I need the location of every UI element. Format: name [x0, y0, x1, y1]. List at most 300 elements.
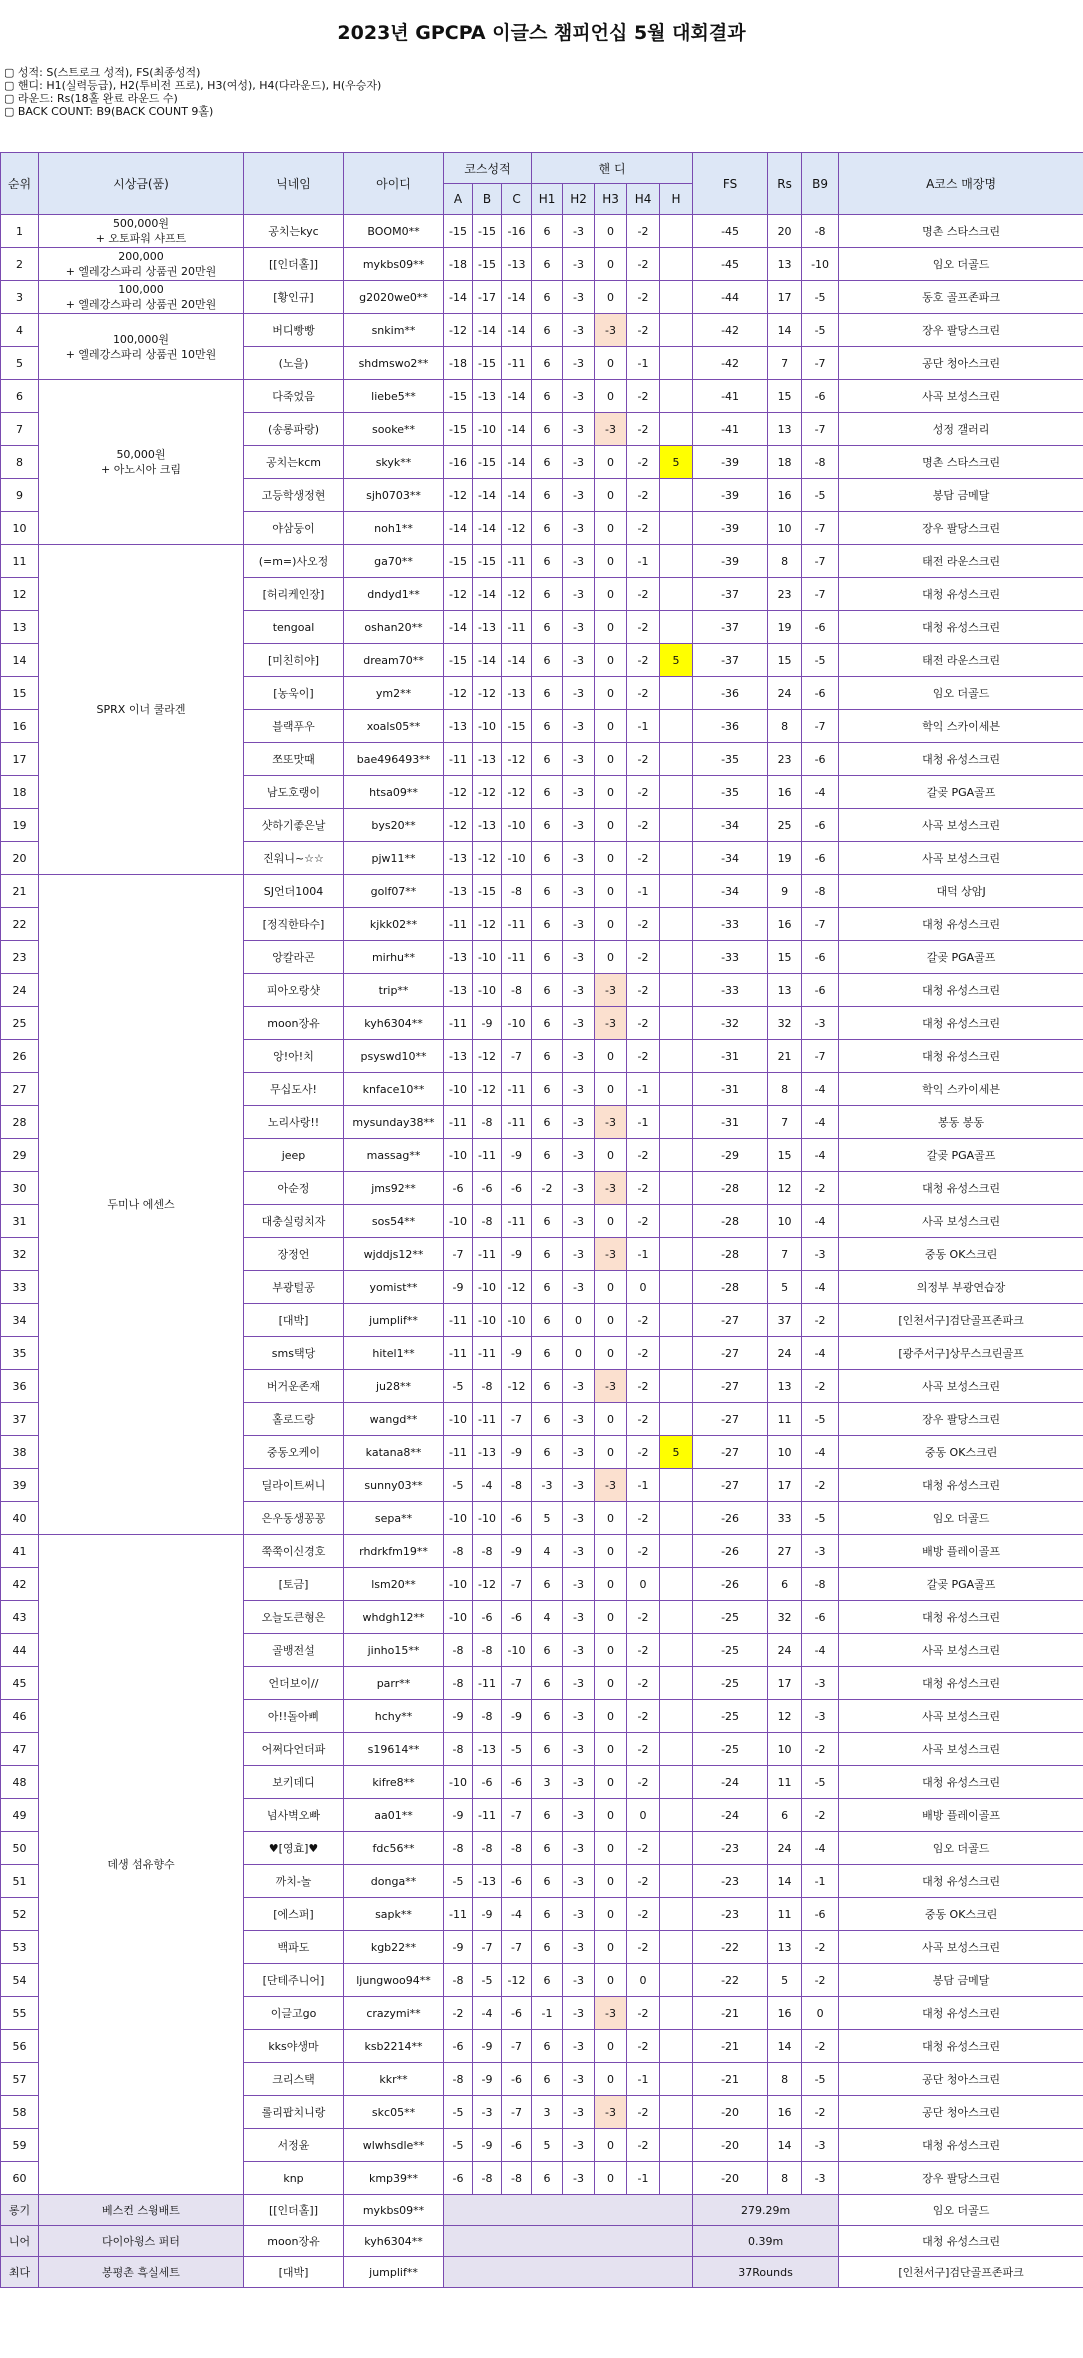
cell-venue: 학익 스카이세븐 [839, 1073, 1083, 1106]
cell-b9: -5 [802, 2063, 839, 2096]
cell-h3: 0 [595, 1337, 627, 1370]
cell-h4: 0 [627, 1271, 660, 1304]
cell-h2: -3 [563, 941, 595, 974]
note-score: ▢ 성적: S(스트로크 성적), FS(최종성적) [4, 66, 201, 79]
cell-rank: 16 [1, 710, 39, 743]
cell-h1: 6 [532, 1634, 563, 1667]
cell-b: -13 [473, 380, 502, 413]
cell-h3: -3 [595, 1469, 627, 1502]
cell-h1: 6 [532, 1898, 563, 1931]
cell-fs: -20 [693, 2129, 768, 2162]
cell-fs: -39 [693, 479, 768, 512]
cell-a: -16 [444, 446, 473, 479]
cell-rank: 49 [1, 1799, 39, 1832]
cell-b: -11 [473, 1403, 502, 1436]
cell-a: -13 [444, 842, 473, 875]
cell-c: -12 [502, 743, 532, 776]
cell-h3: 0 [595, 215, 627, 248]
cell-id: hitel1** [344, 1337, 444, 1370]
cell-id: donga** [344, 1865, 444, 1898]
cell-h2: -3 [563, 1601, 595, 1634]
cell-c: -14 [502, 314, 532, 347]
col-nickname: 닉네임 [244, 153, 344, 215]
cell-h2: -3 [563, 1403, 595, 1436]
cell-nickname: SJ언더1004 [244, 875, 344, 908]
cell-id: ljungwoo94** [344, 1964, 444, 1997]
cell-b: -8 [473, 1370, 502, 1403]
cell-rank: 38 [1, 1436, 39, 1469]
cell-h1: 6 [532, 974, 563, 1007]
cell-venue: 명촌 스타스크린 [839, 215, 1083, 248]
cell-h [660, 2030, 693, 2063]
cell-venue: 임오 더골드 [839, 677, 1083, 710]
cell-h2: -3 [563, 1073, 595, 1106]
cell-venue: [인천서구]검단골프존파크 [839, 1304, 1083, 1337]
cell-id: ym2** [344, 677, 444, 710]
cell-b9: -7 [802, 512, 839, 545]
cell-b: -9 [473, 1898, 502, 1931]
cell-a: -13 [444, 875, 473, 908]
cell-id: hchy** [344, 1700, 444, 1733]
cell-fs: -23 [693, 1865, 768, 1898]
cell-nickname: 부광털공 [244, 1271, 344, 1304]
cell-c: -14 [502, 479, 532, 512]
cell-id: ksb2214** [344, 2030, 444, 2063]
cell-venue: 배방 플레이골프 [839, 1535, 1083, 1568]
prize-cell: 50,000원 + 아노시아 크림 [39, 380, 244, 545]
cell-nickname: [농욱이] [244, 677, 344, 710]
cell-rank: 50 [1, 1832, 39, 1865]
cell-a: -14 [444, 611, 473, 644]
cell-nickname: 샷하기좋은날 [244, 809, 344, 842]
cell-id: bae496493** [344, 743, 444, 776]
cell-h2: -3 [563, 1931, 595, 1964]
award-label: 최다 [1, 2257, 39, 2288]
cell-nickname: 언더보이// [244, 1667, 344, 1700]
cell-rs: 14 [768, 2129, 802, 2162]
cell-fs: -31 [693, 1106, 768, 1139]
cell-c: -6 [502, 1502, 532, 1535]
cell-venue: 중동 OK스크린 [839, 1436, 1083, 1469]
cell-b: -17 [473, 281, 502, 314]
cell-h [660, 875, 693, 908]
cell-rs: 13 [768, 248, 802, 281]
cell-h3: 0 [595, 479, 627, 512]
cell-b: -7 [473, 1931, 502, 1964]
cell-h2: -3 [563, 1865, 595, 1898]
cell-h3: 0 [595, 1964, 627, 1997]
cell-rs: 24 [768, 677, 802, 710]
cell-h3: -3 [595, 974, 627, 1007]
special-awards [1, 2195, 1083, 2288]
cell-b9: 0 [802, 1997, 839, 2030]
award-row [1, 2257, 1083, 2288]
cell-fs: -27 [693, 1469, 768, 1502]
cell-h [660, 842, 693, 875]
cell-rs: 5 [768, 1271, 802, 1304]
cell-b9: -5 [802, 644, 839, 677]
cell-h [660, 1733, 693, 1766]
cell-nickname: kks야생마 [244, 2030, 344, 2063]
cell-a: -5 [444, 2096, 473, 2129]
col-h: H [660, 184, 693, 215]
cell-venue: 공단 청아스크린 [839, 2063, 1083, 2096]
cell-fs: -44 [693, 281, 768, 314]
cell-nickname: moon장유 [244, 1007, 344, 1040]
cell-fs: -36 [693, 710, 768, 743]
cell-fs: -37 [693, 578, 768, 611]
cell-b9: -6 [802, 677, 839, 710]
cell-h2: -3 [563, 314, 595, 347]
cell-h [660, 974, 693, 1007]
cell-c: -9 [502, 1337, 532, 1370]
award-blank [444, 2257, 693, 2288]
award-venue: [인천서구]검단골프존파크 [839, 2257, 1083, 2288]
cell-nickname: 야삼둥이 [244, 512, 344, 545]
cell-b9: -7 [802, 413, 839, 446]
cell-h4: -2 [627, 2129, 660, 2162]
cell-a: -13 [444, 710, 473, 743]
cell-h3: 0 [595, 1403, 627, 1436]
cell-rank: 18 [1, 776, 39, 809]
cell-h4: -2 [627, 1172, 660, 1205]
cell-id: bys20** [344, 809, 444, 842]
cell-h4: -2 [627, 1601, 660, 1634]
cell-b: -10 [473, 710, 502, 743]
cell-h2: -3 [563, 281, 595, 314]
cell-fs: -33 [693, 908, 768, 941]
cell-fs: -25 [693, 1733, 768, 1766]
cell-fs: -29 [693, 1139, 768, 1172]
cell-rank: 53 [1, 1931, 39, 1964]
cell-c: -9 [502, 1139, 532, 1172]
cell-rs: 8 [768, 2063, 802, 2096]
cell-b9: -4 [802, 1832, 839, 1865]
cell-h2: -3 [563, 479, 595, 512]
cell-rs: 25 [768, 809, 802, 842]
cell-rank: 32 [1, 1238, 39, 1271]
cell-h1: 6 [532, 2030, 563, 2063]
cell-a: -12 [444, 578, 473, 611]
page-title: 2023년 GPCPA 이글스 챔피언십 5월 대회결과 [337, 22, 746, 44]
cell-h4: -2 [627, 1832, 660, 1865]
cell-rs: 27 [768, 1535, 802, 1568]
cell-rank: 27 [1, 1073, 39, 1106]
cell-rs: 15 [768, 644, 802, 677]
results-body [1, 215, 1083, 2195]
cell-b9: -6 [802, 1601, 839, 1634]
cell-rs: 16 [768, 776, 802, 809]
cell-venue: 대청 유성스크린 [839, 1469, 1083, 1502]
col-a: A [444, 184, 473, 215]
cell-c: -7 [502, 1568, 532, 1601]
cell-rank: 45 [1, 1667, 39, 1700]
cell-rank: 13 [1, 611, 39, 644]
cell-venue: 갈곶 PGA골프 [839, 1568, 1083, 1601]
cell-h [660, 380, 693, 413]
cell-h [660, 1238, 693, 1271]
cell-h2: 0 [563, 1304, 595, 1337]
cell-h [660, 215, 693, 248]
cell-h1: -3 [532, 1469, 563, 1502]
cell-venue: 명촌 스타스크린 [839, 446, 1083, 479]
cell-nickname: tengoal [244, 611, 344, 644]
cell-c: -6 [502, 1865, 532, 1898]
cell-rs: 10 [768, 1733, 802, 1766]
cell-h3: 0 [595, 809, 627, 842]
cell-h2: -3 [563, 644, 595, 677]
cell-b: -6 [473, 1172, 502, 1205]
cell-id: golf07** [344, 875, 444, 908]
cell-a: -11 [444, 1007, 473, 1040]
cell-venue: 중동 OK스크린 [839, 1238, 1083, 1271]
cell-h1: 6 [532, 941, 563, 974]
cell-b9: -4 [802, 1073, 839, 1106]
cell-b9: -2 [802, 2096, 839, 2129]
cell-nickname: 넘사벽오빠 [244, 1799, 344, 1832]
cell-a: -11 [444, 908, 473, 941]
cell-h: 5 [660, 644, 693, 677]
cell-b9: -3 [802, 1667, 839, 1700]
cell-h2: -3 [563, 1436, 595, 1469]
cell-h3: 0 [595, 380, 627, 413]
cell-rank: 36 [1, 1370, 39, 1403]
cell-c: -8 [502, 974, 532, 1007]
cell-h1: 6 [532, 1403, 563, 1436]
cell-c: -9 [502, 1238, 532, 1271]
cell-fs: -28 [693, 1238, 768, 1271]
cell-venue: 봉동 봉동 [839, 1106, 1083, 1139]
cell-h [660, 1502, 693, 1535]
cell-id: trip** [344, 974, 444, 1007]
cell-h3: 0 [595, 1700, 627, 1733]
cell-h4: -2 [627, 1139, 660, 1172]
cell-h1: 6 [532, 1007, 563, 1040]
cell-c: -11 [502, 545, 532, 578]
cell-venue: 배방 플레이골프 [839, 1799, 1083, 1832]
cell-rs: 15 [768, 1139, 802, 1172]
cell-id: ga70** [344, 545, 444, 578]
cell-nickname: [토금] [244, 1568, 344, 1601]
cell-rank: 25 [1, 1007, 39, 1040]
cell-h1: 6 [532, 1964, 563, 1997]
award-row [1, 2195, 1083, 2226]
cell-rank: 26 [1, 1040, 39, 1073]
cell-rank: 41 [1, 1535, 39, 1568]
cell-b9: -6 [802, 842, 839, 875]
cell-venue: 대청 유성스크린 [839, 1040, 1083, 1073]
cell-h2: -3 [563, 1964, 595, 1997]
award-blank [444, 2195, 693, 2226]
cell-id: BOOM0** [344, 215, 444, 248]
cell-h [660, 2096, 693, 2129]
cell-h4: -2 [627, 1370, 660, 1403]
cell-h4: -2 [627, 1898, 660, 1931]
cell-venue: 대청 유성스크린 [839, 611, 1083, 644]
cell-fs: -37 [693, 644, 768, 677]
cell-rank: 4 [1, 314, 39, 347]
cell-h3: -3 [595, 314, 627, 347]
cell-nickname: 딜라이트써니 [244, 1469, 344, 1502]
cell-h2: -3 [563, 1634, 595, 1667]
cell-rs: 24 [768, 1832, 802, 1865]
cell-b9: -2 [802, 1799, 839, 1832]
award-prize: 베스컨 스윙배트 [39, 2195, 244, 2226]
cell-h [660, 1667, 693, 1700]
cell-c: -10 [502, 1304, 532, 1337]
cell-b9: -5 [802, 1403, 839, 1436]
cell-id: wjddjs12** [344, 1238, 444, 1271]
cell-b: -9 [473, 1007, 502, 1040]
cell-h1: 6 [532, 1733, 563, 1766]
cell-h4: -1 [627, 1106, 660, 1139]
award-blank [444, 2226, 693, 2257]
cell-rs: 19 [768, 611, 802, 644]
cell-rs: 12 [768, 1172, 802, 1205]
cell-h3: 0 [595, 1601, 627, 1634]
col-venue: A코스 매장명 [839, 153, 1083, 215]
cell-h3: -3 [595, 1238, 627, 1271]
cell-b: -14 [473, 644, 502, 677]
cell-c: -10 [502, 809, 532, 842]
cell-h4: -2 [627, 1502, 660, 1535]
cell-h4: -2 [627, 677, 660, 710]
cell-h3: 0 [595, 743, 627, 776]
cell-h3: 0 [595, 545, 627, 578]
cell-h1: 3 [532, 2096, 563, 2129]
cell-a: -6 [444, 1172, 473, 1205]
cell-h1: 6 [532, 1238, 563, 1271]
cell-h2: -3 [563, 1535, 595, 1568]
cell-rs: 7 [768, 347, 802, 380]
cell-h1: 6 [532, 1700, 563, 1733]
cell-b: -13 [473, 1865, 502, 1898]
cell-b: -8 [473, 1634, 502, 1667]
cell-id: jms92** [344, 1172, 444, 1205]
cell-b: -10 [473, 974, 502, 1007]
cell-rank: 15 [1, 677, 39, 710]
cell-nickname: [에스퍼] [244, 1898, 344, 1931]
cell-rs: 9 [768, 875, 802, 908]
cell-h4: -2 [627, 281, 660, 314]
cell-h2: -3 [563, 1469, 595, 1502]
cell-h3: -3 [595, 1106, 627, 1139]
award-nickname: [[인더홀]] [244, 2195, 344, 2226]
cell-h1: 5 [532, 1502, 563, 1535]
cell-b: -5 [473, 1964, 502, 1997]
cell-c: -7 [502, 2096, 532, 2129]
cell-h1: 6 [532, 842, 563, 875]
cell-b9: -4 [802, 776, 839, 809]
cell-h [660, 1601, 693, 1634]
cell-venue: 대청 유성스크린 [839, 1997, 1083, 2030]
cell-fs: -21 [693, 1997, 768, 2030]
cell-nickname: 앙칼라곤 [244, 941, 344, 974]
cell-a: -11 [444, 743, 473, 776]
cell-id: kyh6304** [344, 1007, 444, 1040]
cell-c: -13 [502, 248, 532, 281]
note-handicap: ▢ 핸디: H1(실력등급), H2(투비전 프로), H3(여성), H4(다라운드), H(우승자) [4, 79, 382, 92]
cell-b9: -3 [802, 2129, 839, 2162]
cell-h1: 6 [532, 314, 563, 347]
cell-h4: -2 [627, 1667, 660, 1700]
cell-a: -14 [444, 281, 473, 314]
cell-h [660, 545, 693, 578]
cell-b: -15 [473, 347, 502, 380]
cell-c: -6 [502, 1601, 532, 1634]
cell-a: -15 [444, 215, 473, 248]
cell-h: 5 [660, 1436, 693, 1469]
cell-h4: -2 [627, 314, 660, 347]
cell-fs: -31 [693, 1040, 768, 1073]
cell-venue: 사곡 보성스크린 [839, 380, 1083, 413]
cell-rank: 23 [1, 941, 39, 974]
cell-venue: 학익 스카이세븐 [839, 710, 1083, 743]
cell-venue: 대청 유성스크린 [839, 908, 1083, 941]
cell-id: wlwhsdle** [344, 2129, 444, 2162]
cell-venue: 사곡 보성스크린 [839, 1931, 1083, 1964]
cell-a: -18 [444, 248, 473, 281]
cell-venue: 대청 유성스크린 [839, 1766, 1083, 1799]
cell-c: -6 [502, 2063, 532, 2096]
cell-b: -6 [473, 1766, 502, 1799]
cell-h [660, 941, 693, 974]
cell-a: -10 [444, 1766, 473, 1799]
cell-rank: 6 [1, 380, 39, 413]
award-nickname: [대박] [244, 2257, 344, 2288]
cell-b: -11 [473, 1337, 502, 1370]
cell-b: -14 [473, 578, 502, 611]
cell-a: -11 [444, 1898, 473, 1931]
cell-fs: -26 [693, 1502, 768, 1535]
cell-venue: 사곡 보성스크린 [839, 1733, 1083, 1766]
cell-nickname: 홀로드랑 [244, 1403, 344, 1436]
cell-h3: 0 [595, 842, 627, 875]
cell-nickname: 크리스택 [244, 2063, 344, 2096]
cell-venue: 사곡 보성스크린 [839, 809, 1083, 842]
cell-b9: -3 [802, 1535, 839, 1568]
cell-h4: -2 [627, 743, 660, 776]
cell-h [660, 1040, 693, 1073]
cell-b9: -6 [802, 1898, 839, 1931]
cell-nickname: 은우동생꽁꽁 [244, 1502, 344, 1535]
cell-id: jinho15** [344, 1634, 444, 1667]
cell-fs: -27 [693, 1370, 768, 1403]
cell-b9: -6 [802, 380, 839, 413]
cell-h3: 0 [595, 1040, 627, 1073]
cell-id: sos54** [344, 1205, 444, 1238]
cell-rank: 10 [1, 512, 39, 545]
cell-h2: -3 [563, 710, 595, 743]
cell-rs: 8 [768, 545, 802, 578]
award-prize: 다이아윙스 퍼터 [39, 2226, 244, 2257]
award-value: 37Rounds [693, 2257, 839, 2288]
cell-h [660, 1403, 693, 1436]
cell-h3: 0 [595, 1898, 627, 1931]
cell-b9: -2 [802, 1964, 839, 1997]
cell-h1: 6 [532, 545, 563, 578]
cell-a: -8 [444, 1733, 473, 1766]
col-rs: Rs [768, 153, 802, 215]
cell-rs: 8 [768, 2162, 802, 2195]
cell-id: snkim** [344, 314, 444, 347]
cell-rs: 7 [768, 1238, 802, 1271]
cell-h3: 0 [595, 1799, 627, 1832]
cell-h1: 6 [532, 1568, 563, 1601]
cell-a: -12 [444, 479, 473, 512]
cell-venue: 봉담 금메달 [839, 1964, 1083, 1997]
cell-h4: -1 [627, 710, 660, 743]
